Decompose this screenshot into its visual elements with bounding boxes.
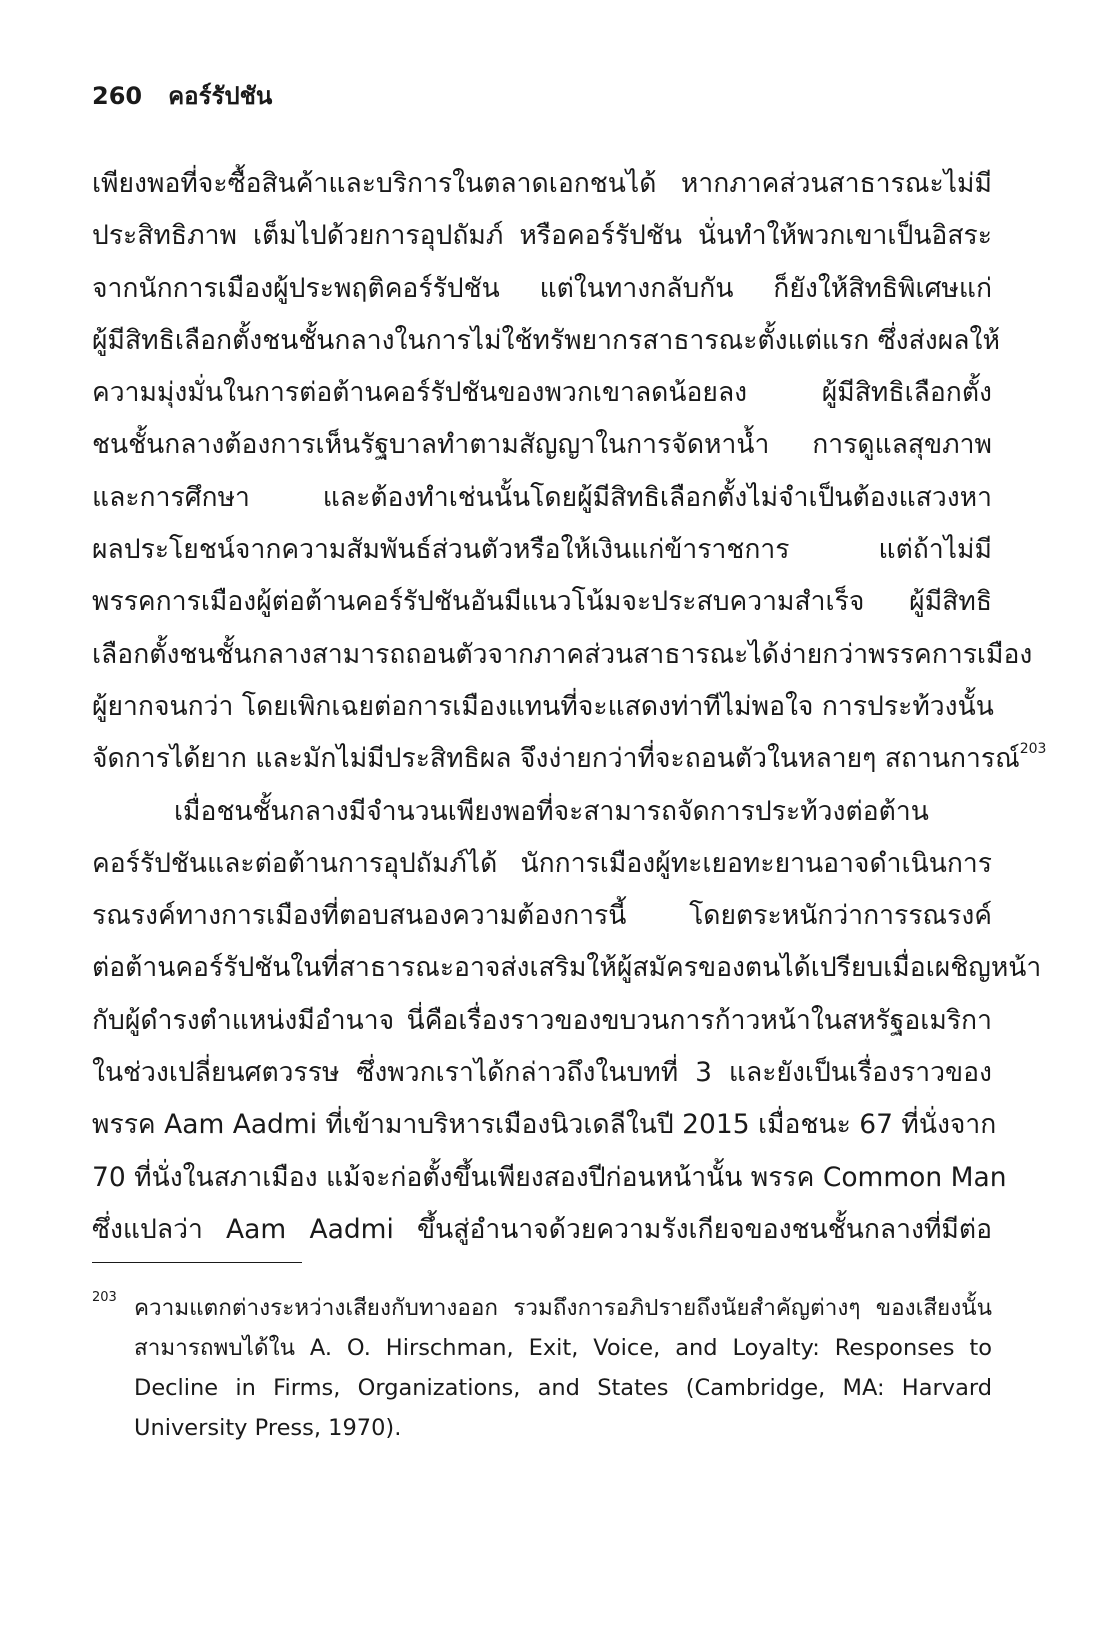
paragraph-1 (92, 158, 1047, 786)
text-line: ผู้มีสิทธิเลือกตั้งชนชั้นกลางในการไม่ใช้ทรัพยากรสาธารณะตั้งแต่แรก ซึ่งส่งผลให้ (92, 324, 1000, 356)
text-line: ประสิทธิภาพ เต็มไปด้วยการอุปถัมภ์ หรือคอร์รัปชัน นั่นทำให้พวกเขาเป็นอิสระ (92, 220, 992, 252)
footnote-line: ความแตกต่างระหว่างเสียงกับทางออก รวมถึงการอภิปรายถึงนัยสำคัญต่างๆ ของเสียงนั้น (134, 1295, 992, 1321)
text-line: ผลประโยชน์จากความสัมพันธ์ส่วนตัวหรือให้เงินแก่ข้าราชการ แต่ถ้าไม่มี (92, 534, 992, 566)
text-line: ในช่วงเปลี่ยนศตวรรษ ซึ่งพวกเราได้กล่าวถึงในบทที่ 3 และยังเป็นเรื่องราวของ (92, 1057, 992, 1089)
text-line: พรรค Aam Aadmi ที่เข้ามาบริหารเมืองนิวเดลีในปี 2015 เมื่อชนะ 67 ที่นั่งจาก (92, 1109, 997, 1141)
footnote-line: สามารถพบได้ใน A. O. Hirschman, Exit, Voice, and Loyalty: Responses to (134, 1335, 992, 1361)
text-line: 70 ที่นั่งในสภาเมือง แม้จะก่อตั้งขึ้นเพียงสองปีก่อนหน้านั้น พรรค Common Man (92, 1161, 1007, 1193)
text-line: ซึ่งแปลว่า Aam Aadmi ขึ้นสู่อำนาจด้วยความรังเกียจของชนชั้นกลางที่มีต่อ (92, 1213, 992, 1245)
running-title: คอร์รัปชัน (168, 82, 273, 110)
text-line: ผู้ยากจนกว่า โดยเพิกเฉยต่อการเมืองแทนที่จะแสดงท่าทีไม่พอใจ การประท้วงนั้น (92, 690, 994, 722)
footnote-text (134, 1288, 992, 1448)
footnote-reference[interactable]: 203 (1019, 741, 1047, 758)
footnote-line: University Press, 1970). (134, 1415, 402, 1441)
text-line: กับผู้ดำรงตำแหน่งมีอำนาจ นี่คือเรื่องราวของขบวนการก้าวหน้าในสหรัฐอเมริกา (92, 1004, 992, 1036)
text-line: เพียงพอที่จะซื้อสินค้าและบริการในตลาดเอกชนได้ หากภาคส่วนสาธารณะไม่มี (92, 168, 992, 199)
text-line: คอร์รัปชันและต่อต้านการอุปถัมภ์ได้ นักการเมืองผู้ทะเยอทะยานอาจดำเนินการ (92, 847, 992, 879)
footnote (92, 1288, 992, 1448)
text-line-with-footnote (92, 733, 1047, 785)
text-line: รณรงค์ทางการเมืองที่ตอบสนองความต้องการนี้ โดยตระหนักว่าการรณรงค์ (92, 900, 992, 932)
footnote-number: 203 (92, 1290, 117, 1305)
body-text (92, 158, 1047, 1256)
footnote-divider (92, 1262, 302, 1263)
text-line: เลือกตั้งชนชั้นกลางสามารถถอนตัวจากภาคส่วนสาธารณะได้ง่ายกว่าพรรคการเมือง (92, 638, 1033, 670)
text-line: ความมุ่งมั่นในการต่อต้านคอร์รัปชันของพวกเขาลดน้อยลง ผู้มีสิทธิเลือกตั้ง (92, 377, 992, 409)
text-line: ต่อต้านคอร์รัปชันในที่สาธารณะอาจส่งเสริมให้ผู้สมัครของตนได้เปรียบเมื่อเผชิญหน้า (92, 952, 1042, 984)
text-line: จากนักการเมืองผู้ประพฤติคอร์รัปชัน แต่ในทางกลับกัน ก็ยังให้สิทธิพิเศษแก่ (92, 272, 992, 304)
paragraph-2 (92, 786, 1042, 1257)
footnote-line: Decline in Firms, Organizations, and States (Cambridge, MA: Harvard (134, 1375, 992, 1401)
text-line: จัดการได้ยาก และมักไม่มีประสิทธิผล จึงง่ายกว่าที่จะถอนตัวในหลายๆ สถานการณ์ (92, 743, 1020, 775)
running-head (92, 76, 272, 115)
text-line: ชนชั้นกลางต้องการเห็นรัฐบาลทำตามสัญญาในการจัดหาน้ำ การดูแลสุขภาพ (92, 429, 992, 461)
text-line: พรรคการเมืองผู้ต่อต้านคอร์รัปชันอันมีแนวโน้มจะประสบความสำเร็จ ผู้มีสิทธิ (92, 586, 992, 618)
text-line: และการศึกษา และต้องทำเช่นนั้นโดยผู้มีสิทธิเลือกตั้งไม่จำเป็นต้องแสวงหา (92, 481, 992, 513)
text-line: เมื่อชนชั้นกลางมีจำนวนเพียงพอที่จะสามารถจัดการประท้วงต่อต้าน (174, 795, 929, 827)
page-number: 260 (92, 82, 143, 110)
